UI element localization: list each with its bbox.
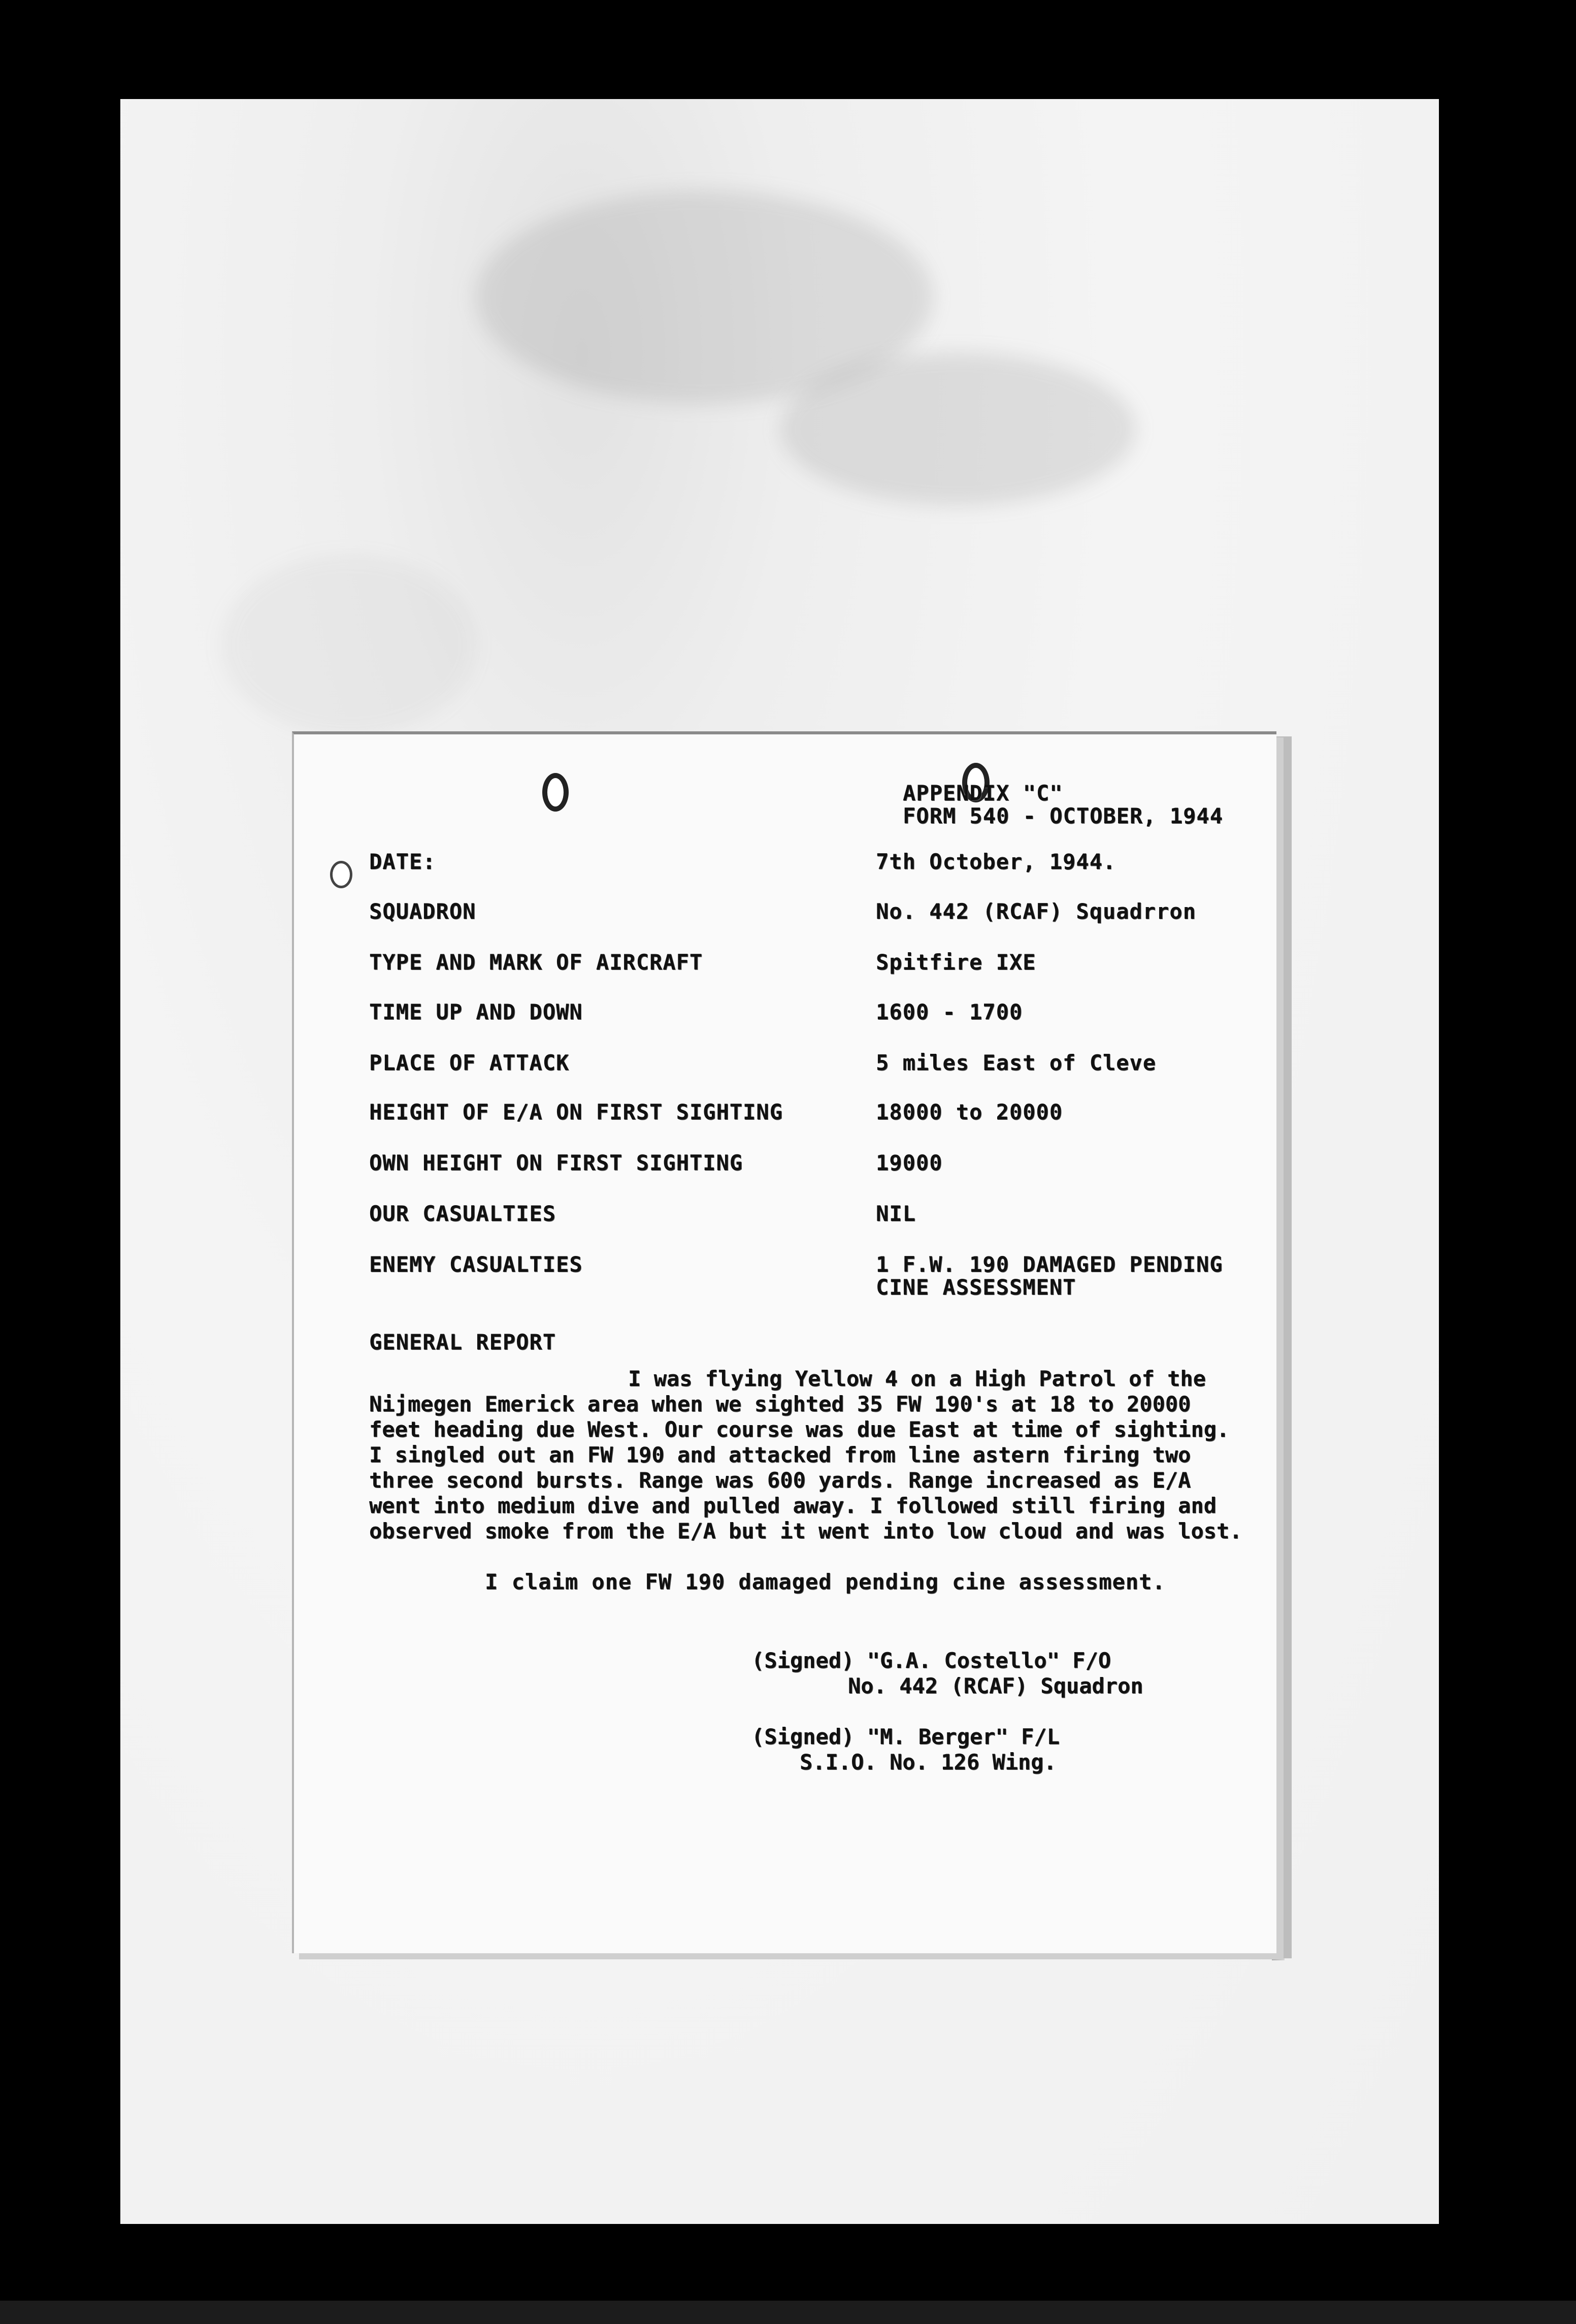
field-label-date: DATE: [369, 849, 436, 874]
field-label-our-casualties: OUR CASUALTIES [369, 1201, 556, 1226]
field-value-enemy-casualties-cont: CINE ASSESSMENT [876, 1275, 1076, 1300]
field-label-place: PLACE OF ATTACK [369, 1050, 570, 1075]
general-report-paragraph: I was flying Yellow 4 on a High Patrol of the Nijmegen Emerick area when we sighted 35 FW 190's at 18 to 20000 feet heading due West. Our course was due East at time of sighting. I singled out an FW 190 and attacked from line astern firing two three second bursts. Range was 600 yards. Range increased as E/A went into medium dive and pulled away. I followed still firing and observed smoke from the E/A but it went into low cloud and was lost. [369, 1366, 1242, 1543]
margin-ring [330, 861, 352, 888]
claim-statement: I claim one FW 190 damaged pending cine assessment. [485, 1569, 1166, 1594]
form-heading: FORM 540 - OCTOBER, 1944 [903, 803, 1223, 828]
field-value-date: 7th October, 1944. [876, 849, 1117, 874]
punch-hole-left [542, 773, 569, 812]
field-label-own-height: OWN HEIGHT ON FIRST SIGHTING [369, 1150, 743, 1175]
field-value-own-height: 19000 [876, 1150, 943, 1175]
signature-costello-unit: No. 442 (RCAF) Squadron [848, 1673, 1143, 1698]
field-label-aircraft: TYPE AND MARK OF AIRCRAFT [369, 950, 703, 975]
field-value-enemy-height: 18000 to 20000 [876, 1100, 1063, 1124]
general-report-heading: GENERAL REPORT [369, 1330, 556, 1354]
signature-berger: (Signed) "M. Berger" F/L [751, 1724, 1060, 1749]
field-value-squadron: No. 442 (RCAF) Squadrron [876, 899, 1196, 924]
field-value-time: 1600 - 1700 [876, 999, 1023, 1024]
signature-costello: (Signed) "G.A. Costello" F/O [751, 1648, 1111, 1673]
field-label-time: TIME UP AND DOWN [369, 999, 583, 1024]
field-value-place: 5 miles East of Cleve [876, 1050, 1157, 1075]
field-value-enemy-casualties: 1 F.W. 190 DAMAGED PENDING [876, 1252, 1223, 1277]
appendix-heading: APPENDIX "C" [903, 781, 1063, 805]
signature-berger-unit: S.I.O. No. 126 Wing. [800, 1750, 1057, 1774]
field-label-squadron: SQUADRON [369, 899, 476, 924]
field-value-aircraft: Spitfire IXE [876, 950, 1036, 975]
film-bottom-strip [0, 2301, 1576, 2324]
field-label-enemy-height: HEIGHT OF E/A ON FIRST SIGHTING [369, 1100, 783, 1124]
field-value-our-casualties: NIL [876, 1201, 916, 1226]
field-label-enemy-casualties: ENEMY CASUALTIES [369, 1252, 583, 1277]
